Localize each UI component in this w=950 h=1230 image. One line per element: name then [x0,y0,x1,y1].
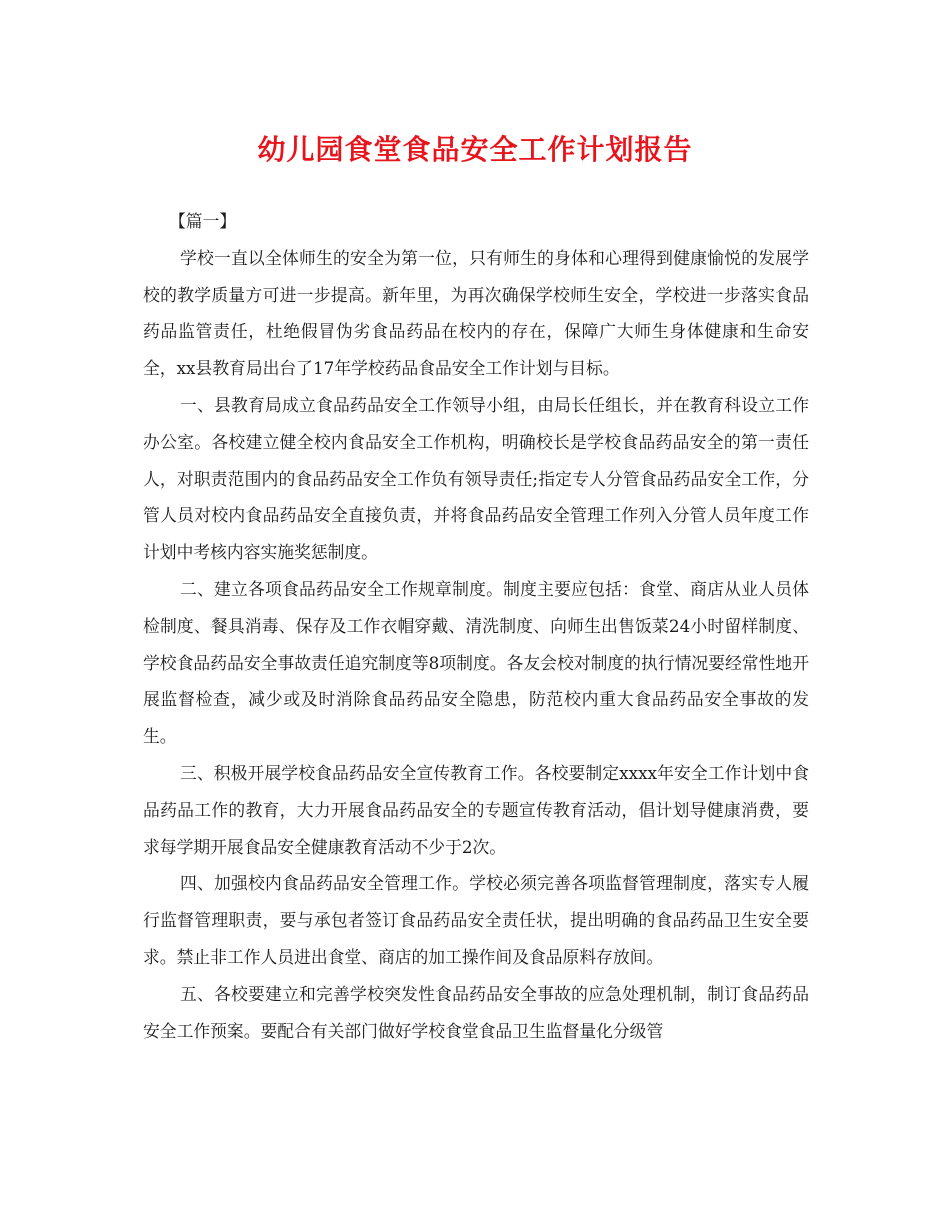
document-body [143,203,809,1049]
paragraph-item-4: 四、加强校内食品药品安全管理工作。学校必须完善各项监督管理制度，落实专人履行监督管理职责，要与承包者签订食品药品安全责任状，提出明确的食品药品卫生安全要求。禁止非工作人员进出食堂、商店的加工操作间及食品原料存放间。 [143,873,809,967]
paragraph-intro: 学校一直以全体师生的安全为第一位，只有师生的身体和心理得到健康愉悦的发展学校的教学质量方可进一步提高。新年里，为再次确保学校师生安全，学校进一步落实食品药品监管责任，杜绝假冒伪劣食品药品在校内的存在，保障广大师生身体健康和生命安全，xx县教育局出台了17年学校药品食品安全工作计划与目标。 [143,247,809,379]
document-title: 幼儿园食堂食品安全工作计划报告 [257,133,693,166]
paragraph-item-2: 二、建立各项食品药品安全工作规章制度。制度主要应包括：食堂、商店从业人员体检制度、餐具消毒、保存及工作衣帽穿戴、清洗制度、向师生出售饭菜24小时留样制度、学校食品药品安全事故责任追究制度等8项制度。各友会校对制度的执行情况要经常性地开展监督检查，减少或及时消除食品药品安全隐患，防范校内重大食品药品安全事故的发生。 [143,578,809,747]
paragraph-item-5: 五、各校要建立和完善学校突发性食品药品安全事故的应急处理机制，制订食品药品安全工作预案。要配合有关部门做好学校食堂食品卫生监督量化分级管 [143,983,809,1041]
paragraph-item-3: 三、积极开展学校食品药品安全宣传教育工作。各校要制定xxxx年安全工作计划中食品药品工作的教育，大力开展食品药品安全的专题宣传教育活动，倡计划导健康消费，要求每学期开展食品安全健康教育活动不少于2次。 [143,762,809,857]
section-label: 【篇一】 [169,211,237,231]
paragraph-item-1: 一、县教育局成立食品药品安全工作领导小组，由局长任组长，并在教育科设立工作办公室。各校建立健全校内食品安全工作机构，明确校长是学校食品药品安全的第一责任人，对职责范围内的食品药品安全工作负有领导责任;指定专人分管食品药品安全工作，分管人员对校内食品药品安全直接负责，并将食品药品安全管理工作列入分管人员年度工作计划中考核内容实施奖惩制度。 [143,394,809,563]
